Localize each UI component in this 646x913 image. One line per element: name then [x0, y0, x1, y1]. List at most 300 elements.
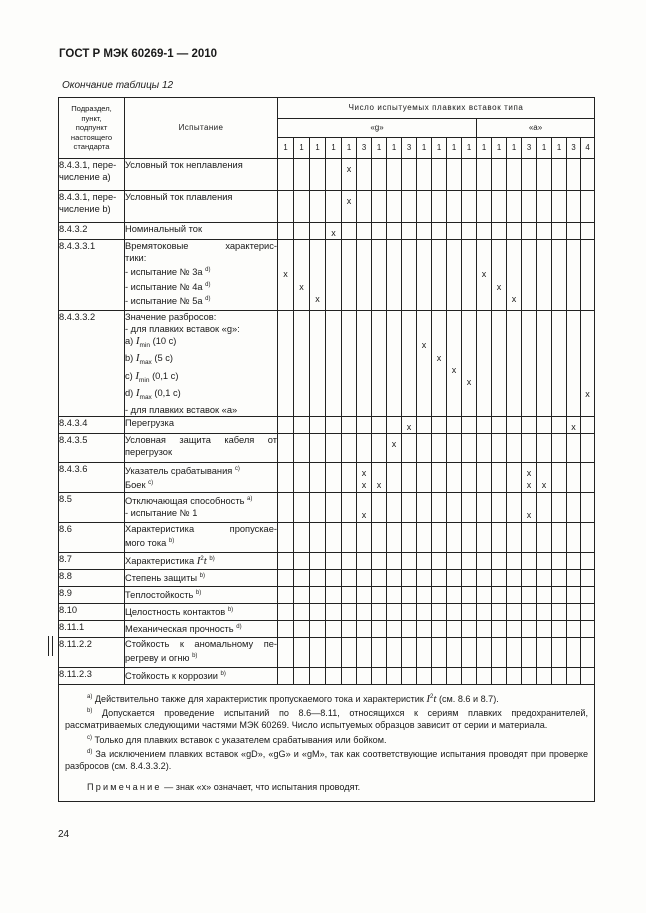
header-count-title: Число испытуемых плавких вставок типа: [278, 98, 595, 119]
count-cell: [387, 522, 402, 552]
count-cell: [477, 416, 492, 433]
count-cell: [552, 637, 567, 667]
row-subsection: [59, 159, 125, 191]
count-cell: [432, 311, 447, 417]
count-cell: [432, 492, 447, 522]
count-cell: [402, 223, 417, 240]
footnote-mark: a): [87, 693, 93, 700]
footnote-ref: b): [192, 653, 198, 660]
count-cell: [432, 637, 447, 667]
count-cell: [447, 416, 462, 433]
count-cell: [581, 223, 595, 240]
count-cell: [387, 569, 402, 586]
test-mark: x: [406, 421, 412, 432]
count-cell: [522, 462, 537, 492]
count-cell: [492, 603, 507, 620]
count-cell: [432, 223, 447, 240]
count-cell: [581, 552, 595, 569]
table-row: [59, 620, 595, 637]
row-test-name: [125, 603, 278, 620]
footnote-mark: c): [87, 734, 92, 741]
row-test-line: b) $I_{max}$ (5 с): [125, 352, 173, 367]
count-cell: [492, 552, 507, 569]
count-cell: [417, 416, 432, 433]
test-mark: x: [526, 467, 532, 478]
count-cell: [552, 223, 567, 240]
count-cell: [462, 433, 477, 462]
count-cell: [552, 603, 567, 620]
row-test-name: [125, 637, 278, 667]
row-subsection-line: 8.4.3.2: [59, 224, 88, 234]
row-subsection: [59, 552, 125, 569]
test-mark: x: [346, 164, 352, 174]
count-cell: [581, 240, 595, 311]
count-cell: [342, 311, 357, 417]
count-cell: [477, 462, 492, 492]
count-cell: [507, 586, 522, 603]
table-row: [59, 569, 595, 586]
sample-count: 3: [402, 138, 417, 159]
row-test-line: Механическая прочность $^{d)}$: [125, 623, 242, 634]
count-cell: [357, 492, 372, 522]
footnote-ref: d): [205, 267, 211, 274]
count-cell: [278, 311, 294, 417]
test-mark: x: [361, 480, 367, 491]
footnote: $^{b)}$ Допускается проведение испытаний по 8.6—8.11, относящихся к сериям плавких предохранителей, рассматриваемых следующими частями МЭК 60269. Число испытуемых образцов зависит от серии и материала.: [65, 708, 589, 731]
count-cell: [537, 191, 552, 223]
count-cell: [567, 667, 581, 684]
count-cell: [417, 240, 432, 311]
count-cell: [447, 223, 462, 240]
count-cell: [417, 311, 432, 417]
count-cell: [522, 240, 537, 311]
count-cell: [447, 191, 462, 223]
row-subsection: [59, 667, 125, 684]
count-cell: [522, 586, 537, 603]
count-cell: [537, 159, 552, 191]
count-cell: [417, 667, 432, 684]
row-test-name: [125, 492, 278, 522]
count-cell: [342, 667, 357, 684]
count-cell: [477, 311, 492, 417]
count-cell: [522, 522, 537, 552]
count-cell: [552, 586, 567, 603]
row-subsection-line: 8.4.3.3.1: [59, 241, 96, 251]
header-subsection-line: подпункт: [75, 123, 108, 133]
count-cell: [581, 586, 595, 603]
note-label: Примечание: [87, 782, 162, 793]
count-cell: [537, 433, 552, 462]
row-subsection: [59, 191, 125, 223]
count-cell: [417, 522, 432, 552]
row-test-line: Стойкость к коррозии $^{b)}$: [125, 670, 226, 681]
count-cell: [567, 191, 581, 223]
count-cell: [581, 569, 595, 586]
count-cell: [310, 159, 326, 191]
count-cell: [342, 159, 357, 191]
test-mark: x: [526, 510, 532, 521]
count-cell: [537, 223, 552, 240]
count-cell: [342, 637, 357, 667]
count-cell: [372, 433, 387, 462]
row-test-line: Боек $^{c)}$: [125, 480, 154, 491]
sample-count: 3: [522, 138, 537, 159]
count-cell: [372, 240, 387, 311]
count-cell: [507, 191, 522, 223]
count-cell: [326, 522, 342, 552]
count-cell: [294, 552, 310, 569]
count-cell: [294, 191, 310, 223]
count-cell: [537, 311, 552, 417]
count-cell: [537, 522, 552, 552]
count-cell: [477, 603, 492, 620]
count-cell: [402, 620, 417, 637]
row-subsection: [59, 433, 125, 462]
table-row: [59, 159, 595, 191]
count-cell: [387, 433, 402, 462]
count-cell: [372, 667, 387, 684]
test-mark: x: [526, 480, 532, 491]
count-cell: [372, 311, 387, 417]
count-cell: [462, 569, 477, 586]
count-cell: [567, 569, 581, 586]
count-cell: [417, 223, 432, 240]
count-cell: [477, 667, 492, 684]
count-cell: [417, 620, 432, 637]
count-cell: [447, 603, 462, 620]
count-cell: [462, 586, 477, 603]
table-note: [65, 781, 588, 793]
count-cell: [477, 223, 492, 240]
row-subsection-line: 8.11.2.3: [59, 668, 92, 679]
count-cell: [387, 223, 402, 240]
count-cell: [507, 637, 522, 667]
row-subsection-line: 8.10: [59, 604, 78, 615]
count-cell: [402, 311, 417, 417]
count-cell: [417, 569, 432, 586]
count-cell: [372, 159, 387, 191]
sample-count: 1: [278, 138, 294, 159]
count-cell: [507, 492, 522, 522]
footnote-ref: b): [168, 538, 175, 545]
count-cell: [432, 620, 447, 637]
count-cell: [552, 569, 567, 586]
footnote-ref: c): [148, 480, 154, 487]
count-cell: [581, 620, 595, 637]
count-cell: [342, 586, 357, 603]
count-cell: [278, 586, 294, 603]
row-test-line: - испытание № 5a $^{d)}$: [125, 296, 211, 307]
row-test-line: Степень защиты $^{b)}$: [125, 572, 205, 583]
count-cell: [432, 667, 447, 684]
count-cell: [294, 462, 310, 492]
sample-count: 3: [567, 138, 581, 159]
count-cell: [342, 492, 357, 522]
row-subsection-line: 8.4.3.1, пере-: [59, 192, 117, 202]
count-cell: [342, 462, 357, 492]
footnote-ref: c): [234, 465, 240, 472]
count-cell: [342, 620, 357, 637]
row-subsection-line: числение b): [59, 204, 111, 215]
test-mark: x: [436, 352, 442, 363]
count-cell: [278, 603, 294, 620]
count-cell: [294, 311, 310, 417]
count-cell: [522, 416, 537, 433]
count-cell: [278, 462, 294, 492]
count-cell: [326, 311, 342, 417]
count-cell: [402, 637, 417, 667]
table-row: [59, 552, 595, 569]
count-cell: [387, 620, 402, 637]
row-subsection-line: числение a): [59, 172, 111, 183]
count-cell: [447, 433, 462, 462]
count-cell: [567, 552, 581, 569]
count-cell: [507, 603, 522, 620]
count-cell: [581, 492, 595, 522]
count-cell: [294, 620, 310, 637]
count-cell: [522, 667, 537, 684]
count-cell: [278, 552, 294, 569]
count-cell: [342, 433, 357, 462]
count-cell: [537, 416, 552, 433]
count-cell: [357, 462, 372, 492]
count-cell: [278, 223, 294, 240]
count-cell: [417, 637, 432, 667]
count-cell: [310, 462, 326, 492]
row-subsection-line: 8.11.2.2: [59, 638, 92, 649]
count-cell: [492, 522, 507, 552]
table-row: [59, 603, 595, 620]
count-cell: [326, 603, 342, 620]
count-cell: [294, 159, 310, 191]
count-cell: [447, 552, 462, 569]
count-cell: [492, 492, 507, 522]
count-cell: [567, 637, 581, 667]
count-cell: [522, 311, 537, 417]
count-cell: [372, 637, 387, 667]
count-cell: [537, 637, 552, 667]
footnote-mark: d): [87, 748, 93, 755]
count-cell: [447, 462, 462, 492]
row-test-line: Указатель срабатывания $^{c)}$: [125, 465, 240, 476]
count-cell: [552, 416, 567, 433]
count-cell: [492, 620, 507, 637]
count-cell: [432, 240, 447, 311]
count-cell: [402, 492, 417, 522]
sample-count: 1: [372, 138, 387, 159]
count-cell: [432, 433, 447, 462]
count-cell: [387, 311, 402, 417]
count-cell: [310, 603, 326, 620]
row-subsection: [59, 569, 125, 586]
row-subsection-line: 8.9: [59, 587, 72, 598]
count-cell: [462, 311, 477, 417]
count-cell: [310, 433, 326, 462]
count-cell: [581, 416, 595, 433]
header-subsection-line: пункт,: [81, 113, 102, 123]
sample-count: 1: [432, 138, 447, 159]
count-cell: [581, 667, 595, 684]
count-cell: [417, 603, 432, 620]
test-mark: x: [346, 196, 352, 206]
count-cell: [294, 433, 310, 462]
count-cell: [477, 492, 492, 522]
count-cell: [387, 240, 402, 311]
count-cell: [462, 159, 477, 191]
footnote: $^{d)}$ За исключением плавких вставок «gD», «gG» и «gM», так как соответствующие испытания проводят при проверке разбросов (см. 8.4.3.3.2).: [65, 748, 589, 771]
count-cell: [507, 311, 522, 417]
count-cell: [492, 462, 507, 492]
count-cell: [581, 522, 595, 552]
count-cell: [417, 159, 432, 191]
count-cell: [357, 552, 372, 569]
test-mark: x: [299, 281, 304, 292]
count-cell: [310, 667, 326, 684]
count-cell: [522, 223, 537, 240]
count-cell: [310, 586, 326, 603]
table-row: [59, 433, 595, 462]
count-cell: [462, 637, 477, 667]
test-mark: x: [283, 269, 288, 280]
footnote-mark: b): [87, 708, 93, 715]
count-cell: [294, 492, 310, 522]
count-cell: [326, 223, 342, 240]
count-cell: [462, 620, 477, 637]
count-cell: [447, 492, 462, 522]
footnote-ref: a): [247, 495, 253, 502]
count-cell: [581, 311, 595, 417]
count-cell: [567, 586, 581, 603]
test-mark: x: [331, 228, 336, 238]
test-mark: x: [376, 480, 382, 491]
row-test-line: Значение разбросов:: [125, 312, 217, 322]
count-cell: [357, 311, 372, 417]
count-cell: [552, 159, 567, 191]
row-test-name: [125, 416, 278, 433]
count-cell: [402, 416, 417, 433]
count-cell: [581, 637, 595, 667]
count-cell: [567, 416, 581, 433]
table-row: [59, 191, 595, 223]
count-cell: [417, 462, 432, 492]
count-cell: [372, 552, 387, 569]
sample-count: 1: [537, 138, 552, 159]
count-cell: [492, 240, 507, 311]
count-cell: [357, 620, 372, 637]
count-cell: [462, 223, 477, 240]
count-cell: [387, 637, 402, 667]
count-cell: [326, 637, 342, 667]
row-test-name: [125, 191, 278, 223]
header-subsection: [59, 98, 125, 159]
count-cell: [278, 159, 294, 191]
count-cell: [522, 159, 537, 191]
sample-count: 1: [477, 138, 492, 159]
count-cell: [294, 569, 310, 586]
count-cell: [567, 159, 581, 191]
count-cell: [462, 522, 477, 552]
count-cell: [278, 433, 294, 462]
document-header: ГОСТ Р МЭК 60269-1 — 2010: [59, 48, 218, 60]
count-cell: [402, 159, 417, 191]
count-cell: [552, 552, 567, 569]
count-cell: [357, 223, 372, 240]
count-cell: [552, 191, 567, 223]
count-cell: [552, 620, 567, 637]
count-cell: [507, 433, 522, 462]
count-cell: [402, 586, 417, 603]
table-row: [59, 223, 595, 240]
row-test-line: Характеристика $I^2t$ $^{b)}$: [125, 554, 215, 567]
count-cell: [567, 311, 581, 417]
table-row: [59, 637, 595, 667]
header-group-g: «g»: [278, 119, 477, 138]
count-cell: [432, 191, 447, 223]
count-cell: [278, 522, 294, 552]
count-cell: [492, 667, 507, 684]
count-cell: [552, 311, 567, 417]
count-cell: [357, 433, 372, 462]
count-cell: [432, 552, 447, 569]
count-cell: [567, 603, 581, 620]
count-cell: [507, 620, 522, 637]
count-cell: [567, 433, 581, 462]
count-cell: [294, 223, 310, 240]
count-cell: [342, 552, 357, 569]
count-cell: [326, 667, 342, 684]
count-cell: [278, 240, 294, 311]
count-cell: [310, 223, 326, 240]
count-cell: [492, 416, 507, 433]
count-cell: [417, 552, 432, 569]
count-cell: [432, 462, 447, 492]
row-subsection: [59, 311, 125, 417]
count-cell: [552, 667, 567, 684]
row-test-line: Номинальный ток: [125, 224, 203, 234]
count-cell: [278, 416, 294, 433]
count-cell: [507, 416, 522, 433]
count-cell: [278, 637, 294, 667]
sample-count: 1: [552, 138, 567, 159]
count-cell: [310, 240, 326, 311]
sample-count: 3: [357, 138, 372, 159]
count-cell: [294, 416, 310, 433]
count-cell: [477, 433, 492, 462]
test-mark: x: [451, 364, 457, 375]
note-text: — знак «x» означает, что испытания проводят.: [161, 782, 361, 793]
count-cell: [387, 603, 402, 620]
count-cell: [477, 522, 492, 552]
footnote-ref: b): [220, 670, 226, 677]
row-test-line: Перегрузка: [125, 417, 175, 428]
test-mark: x: [541, 480, 547, 491]
row-subsection-line: 8.7: [59, 553, 72, 564]
header-group-a: «a»: [477, 119, 595, 138]
row-test-line: - испытание № 3a $^{d)}$: [125, 267, 211, 278]
footnote-ref: b): [227, 606, 234, 613]
count-cell: [310, 552, 326, 569]
footnote-ref: d): [236, 623, 242, 630]
count-cell: [447, 240, 462, 311]
count-cell: [326, 492, 342, 522]
footnote-ref: b): [209, 555, 215, 562]
sample-count: 1: [417, 138, 432, 159]
sample-count: 1: [294, 138, 310, 159]
row-subsection: [59, 603, 125, 620]
count-cell: [417, 492, 432, 522]
row-subsection: [59, 492, 125, 522]
count-cell: [372, 416, 387, 433]
